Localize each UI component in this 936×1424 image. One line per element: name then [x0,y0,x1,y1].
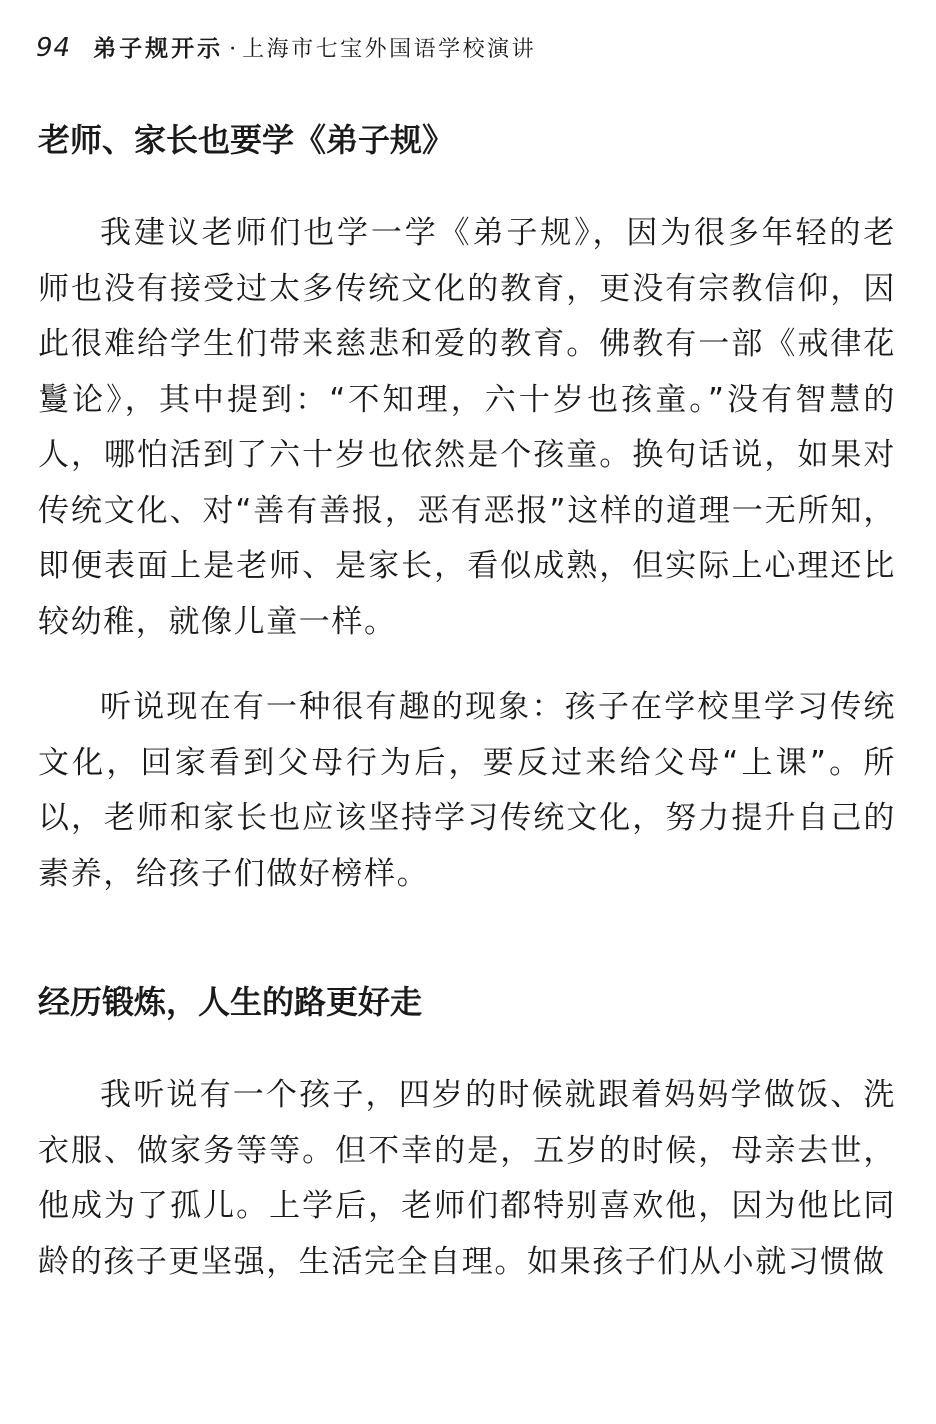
header-separator: · [229,37,237,62]
paragraph: 我听说有一个孩子，四岁的时候就跟着妈妈学做饭、洗衣服、做家务等等。但不幸的是，五岁的时候，母亲去世，他成为了孤儿。上学后，老师们都特别喜欢他，因为他比同龄的孩子更坚强，生活完全自理。如果孩子们从小就习惯做 [38,1077,896,1280]
paragraph: 我建议老师们也学一学《弟子规》，因为很多年轻的老师也没有接受过太多传统文化的教育，更没有宗教信仰，因此很难给学生们带来慈悲和爱的教育。佛教有一部《戒律花鬘论》，其中提到：“不知理，六十岁也孩童。”没有智慧的人，哪怕活到了六十岁也依然是个孩童。换句话说，如果对传统文化、对“善有善报，恶有恶报”这样的道理一无所知，即便表面上是老师、是家长，看似成熟，但实际上心理还比较幼稚，就像儿童一样。 [38,215,896,640]
page-content [38,112,896,1290]
chapter-title: 上海市七宝外国语学校演讲 [242,37,537,62]
section-heading-life-path: 经历锻炼，人生的路更好走 [38,983,423,1021]
page-header [36,30,536,70]
section-heading-teachers-parents: 老师、家长也要学《弟子规》 [38,121,455,159]
book-title: 弟子规开示 [93,36,224,62]
paragraph: 听说现在有一种很有趣的现象：孩子在学校里学习传统文化，回家看到父母行为后，要反过来给父母“上课”。所以，老师和家长也应该坚持学习传统文化，努力提升自己的素养，给孩子们做好榜样。 [38,689,896,892]
page-number: 94 [36,33,72,63]
